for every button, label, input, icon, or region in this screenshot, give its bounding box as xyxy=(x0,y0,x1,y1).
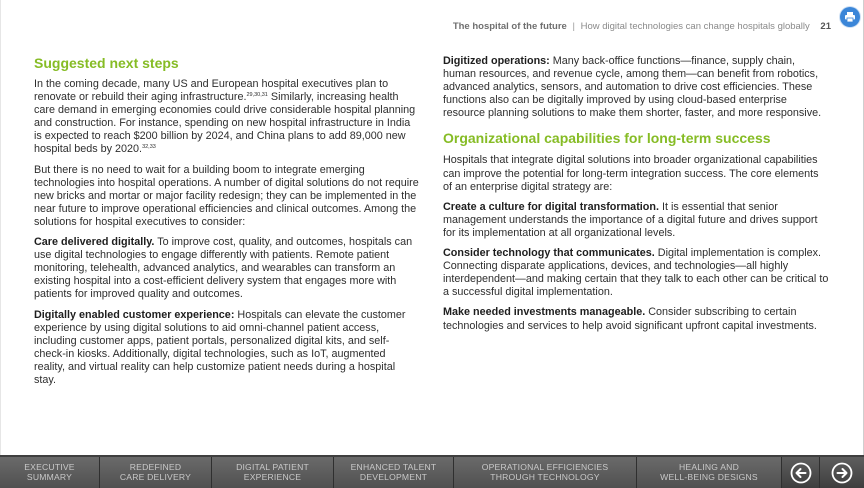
section-heading-next-steps: Suggested next steps xyxy=(34,55,179,71)
paragraph-culture: Create a culture for digital transformation. It is essential that senior management understands the importance of a digital future and drives support for its implementation at all organizational levels. xyxy=(443,200,818,239)
page-number: 21 xyxy=(820,21,831,32)
paragraph-investments: Make needed investments manageable. Consider subscribing to certain technologies and services to help avoid significant upfront capital investments. xyxy=(443,306,817,332)
footnote-ref[interactable]: 32,33 xyxy=(142,144,156,151)
left-column xyxy=(34,55,419,394)
print-icon xyxy=(844,11,856,23)
paragraph-integration: Hospitals that integrate digital solutions into broader organizational capabilities can improve the potential for long-term integration success. The core elements of an enterprise digital strategy are: xyxy=(443,154,819,193)
section-heading-organizational-capabilities: Organizational capabilities for long-term success xyxy=(443,130,771,147)
running-header xyxy=(453,21,831,32)
header-separator: | xyxy=(572,21,575,32)
print-button[interactable] xyxy=(840,7,860,27)
arrow-left-circle-icon xyxy=(790,462,812,484)
nav-tab-executive-summary[interactable]: EXECUTIVE SUMMARY xyxy=(0,457,100,488)
nav-tab-digital-patient-experience[interactable]: DIGITAL PATIENT EXPERIENCE xyxy=(212,457,334,488)
nav-tab-enhanced-talent-development[interactable]: ENHANCED TALENT DEVELOPMENT xyxy=(334,457,454,488)
next-page-button[interactable] xyxy=(820,457,864,488)
paragraph-no-need-to-wait: But there is no need to wait for a building boom to integrate emerging technologies into hospital operations. A number of digital solutions do not require new bricks and mortar or major facility redesign; they can be implemented in the near future to improve operational efficiencies and clinical outcomes. Among the solutions for hospital executives to consider: xyxy=(34,163,419,228)
nav-tab-operational-efficiencies[interactable]: OPERATIONAL EFFICIENCIES THROUGH TECHNOLOGY xyxy=(454,457,637,488)
right-column xyxy=(443,55,829,340)
document-subtitle: How digital technologies can change hospitals globally xyxy=(580,21,810,32)
nav-tab-healing-designs[interactable]: HEALING AND WELL-BEING DESIGNS xyxy=(637,457,782,488)
paragraph-digitized-operations: Digitized operations: Many back-office functions—finance, supply chain, human resources, and revenue cycle, among them—can benefit from robotics, advanced analytics, sensors, and automation to drive cost efficiencies. These functions also can be digitally improved by using cloud-based enterprise resource planning solutions to make them shorter, faster, and more responsive. xyxy=(443,55,822,120)
previous-page-button[interactable] xyxy=(782,457,820,488)
arrow-right-circle-icon xyxy=(831,462,853,484)
paragraph-care-delivered-digitally: Care delivered digitally. To improve cost, quality, and outcomes, hospitals can use digital technologies to engage differently with patients. Remote patient monitoring, telehealth, advanced analytics, and wearables can transform an existing hospital into a cost-efficient delivery system that engages more with patients for improved quality and outcomes. xyxy=(34,236,413,301)
footnote-ref[interactable]: 29,30,31 xyxy=(246,92,268,99)
paragraph-intro: In the coming decade, many US and European hospital executives plan to renovate or rebuild their aging infrastructure.$^{29,30,31}$ Similarly, increasing health care demand in emerging economies could drive considerable hospital planning and construction. For instance, spending on new hospital infrastructure in India is expected to reach $200 billion by 2024, and China plans to add 89,000 new hospital beds by 2020.$^{32,33}$ xyxy=(34,78,416,156)
paragraph-technology-communicates: Consider technology that communicates. Digital implementation is complex. Connecting disparate applications, devices, and technologies—all highly interdependent—and making certain that they talk to each other can be critical to a successful digital implementation. xyxy=(443,247,829,299)
paragraph-customer-experience: Digitally enabled customer experience: Hospitals can elevate the customer experience by using digital solutions to aid omni-channel patient access, including customer apps, patient portals, personalized digital kits, and self-check-in kiosks. Additionally, digital technologies, such as IoT, augmented reality, and virtual reality can help customize patient needs during a hospital stay. xyxy=(34,308,406,386)
nav-tab-redefined-care-delivery[interactable]: REDEFINED CARE DELIVERY xyxy=(100,457,212,488)
bottom-navigation-bar xyxy=(0,455,864,488)
document-title: The hospital of the future xyxy=(452,21,567,32)
